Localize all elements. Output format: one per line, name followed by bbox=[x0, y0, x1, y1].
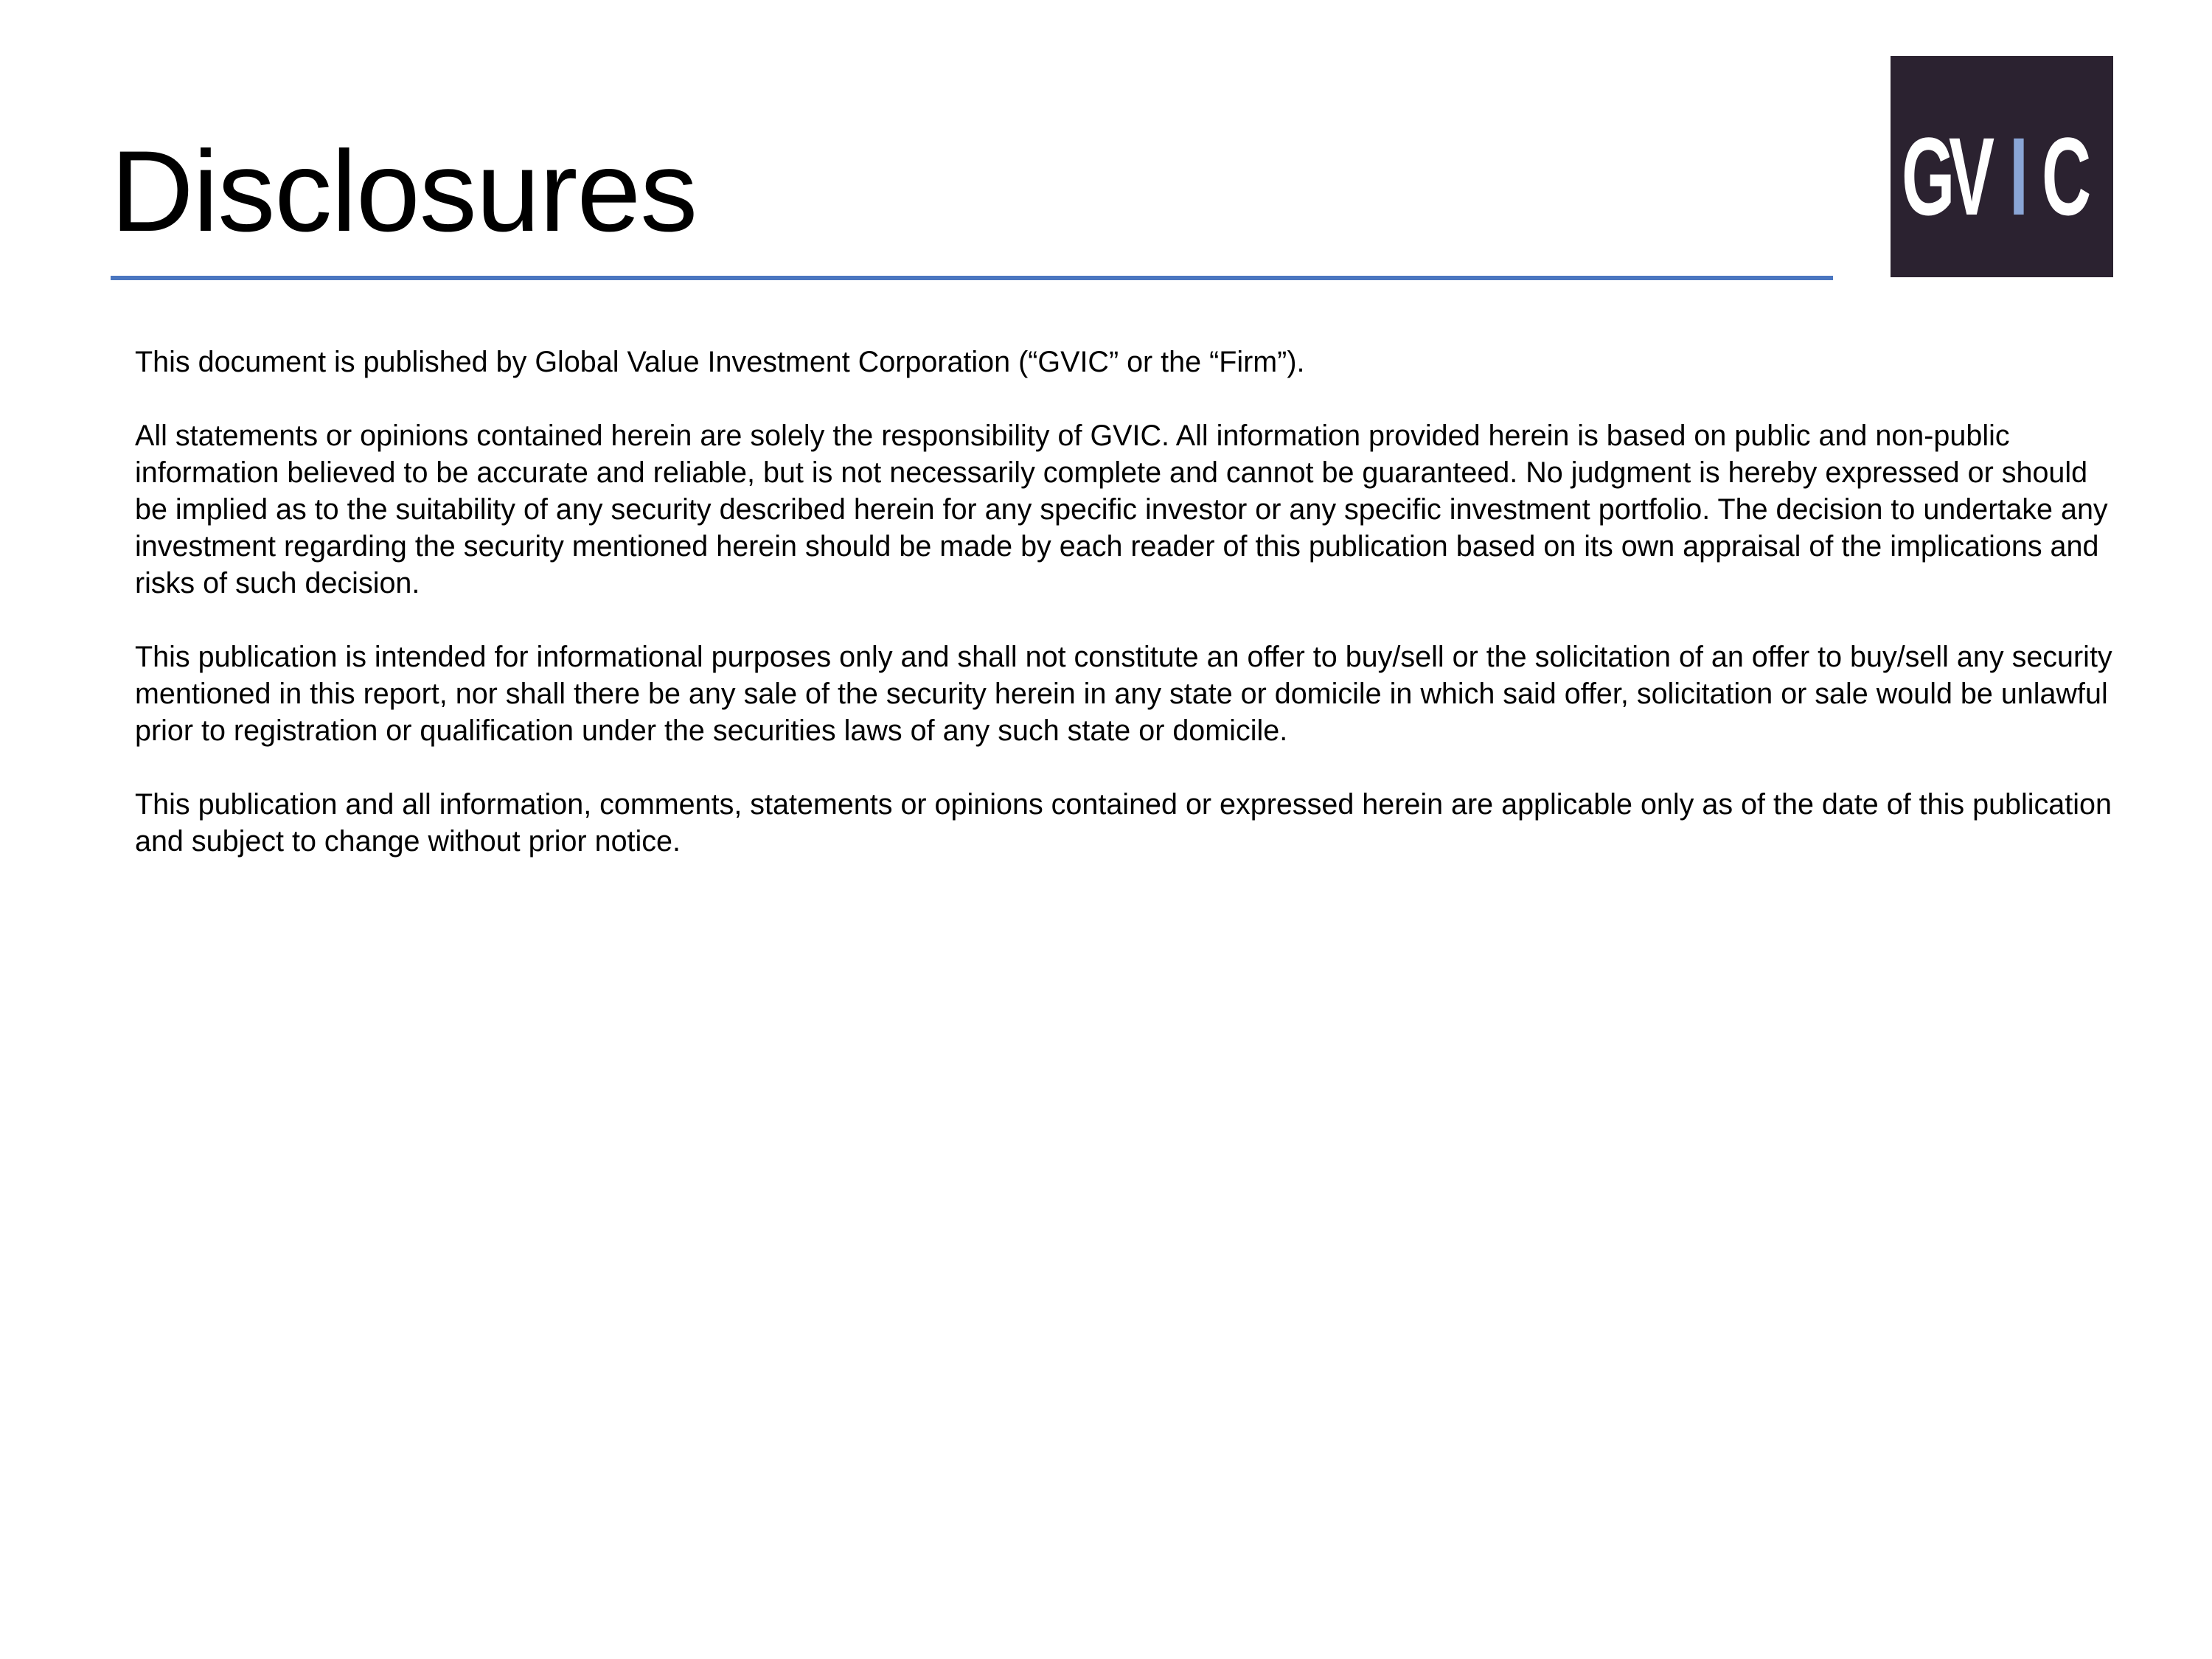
page-title: Disclosures bbox=[111, 128, 698, 256]
disclosure-paragraph-responsibility: All statements or opinions contained herein are solely the responsibility of GVIC. All information provided herein is based on public and non-public information believed to be accurate and reliable, but is not necessarily complete and cannot be guaranteed. No judgment is hereby expressed or should be implied as to the suitability of any security described herein for any specific investor or any specific investment portfolio. The decision to undertake any investment regarding the security mentioned herein should be made by each reader of this publication based on its own appraisal of the implications and risks of such decision. bbox=[135, 420, 2108, 599]
disclosure-paragraph-applicability: This publication and all information, comments, statements or opinions contained or expressed herein are applicable only as of the date of this publication and subject to change without prior notice. bbox=[135, 788, 2112, 858]
title-divider bbox=[111, 276, 1833, 280]
disclosure-body bbox=[135, 344, 2126, 897]
disclosure-paragraph-publisher: This document is published by Global Value Investment Corporation (“GVIC” or the “Firm”). bbox=[135, 346, 1305, 378]
disclosure-paragraph-informational-purpose: This publication is intended for informational purposes only and shall not constitute an offer to buy/sell or the solicitation of an offer to buy/sell any security mentioned in this report, nor shall there be any sale of the security herein in any state or domicile in which said offer, solicitation or sale would be unlawful prior to registration or qualification under the securities laws of any such state or domicile. bbox=[135, 641, 2112, 747]
logo-letter-c: C bbox=[2042, 115, 2092, 229]
gvic-logo bbox=[1891, 56, 2113, 277]
logo-letter-i: I bbox=[2009, 115, 2028, 229]
logo-letter-g: G bbox=[1902, 115, 1955, 229]
logo-letter-v: V bbox=[1949, 115, 1995, 229]
gvic-logo-mark bbox=[1900, 104, 2104, 229]
